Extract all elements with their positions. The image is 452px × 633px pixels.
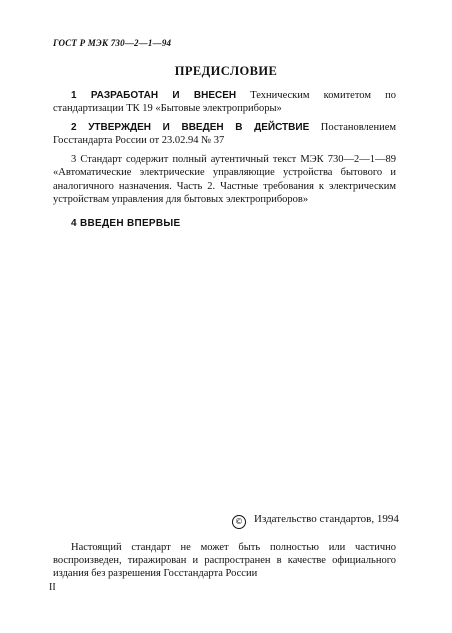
item-1-text: Техническим комитетом по стандартизации ТК 19 «Бытовые электроприборы» bbox=[53, 90, 396, 115]
item-1-lead: 1 РАЗРАБОТАН И ВНЕСЕН bbox=[71, 90, 237, 101]
standard-code-header: ГОСТ Р МЭК 730—2—1—94 bbox=[53, 38, 172, 48]
publisher-text: Издательство стандартов, 1994 bbox=[254, 513, 399, 525]
page-title: ПРЕДИСЛОВИЕ bbox=[174, 64, 278, 78]
reproduction-notice: Настоящий стандарт не может быть полностью или частично воспроизведен, тиражирован и распространен в качестве официального издания без разрешения Госстандарта России bbox=[53, 542, 396, 579]
foreword-item-2 bbox=[53, 121, 396, 148]
page-number: II bbox=[49, 582, 56, 593]
item-2-lead: 2 УТВЕРЖДЕН И ВВЕДЕН В ДЕЙСТВИЕ bbox=[71, 122, 310, 133]
copyright-icon: © bbox=[232, 515, 246, 529]
foreword-item-3: 3 Стандарт содержит полный аутентичный текст МЭК 730—2—1—89 «Автоматические электрические управляющие устройства бытового и аналогичного назначения. Часть 2. Частные требования к электрическим устройствам управления для бытовых электроприборов» bbox=[53, 154, 396, 206]
foreword-item-1 bbox=[53, 89, 396, 116]
publisher-copyright bbox=[232, 513, 399, 529]
item-2-text: Постановлением Госстандарта России от 23.02.94 № 37 bbox=[53, 122, 396, 147]
foreword-item-4: 4 ВВЕДЕН ВПЕРВЫЕ bbox=[71, 218, 181, 229]
